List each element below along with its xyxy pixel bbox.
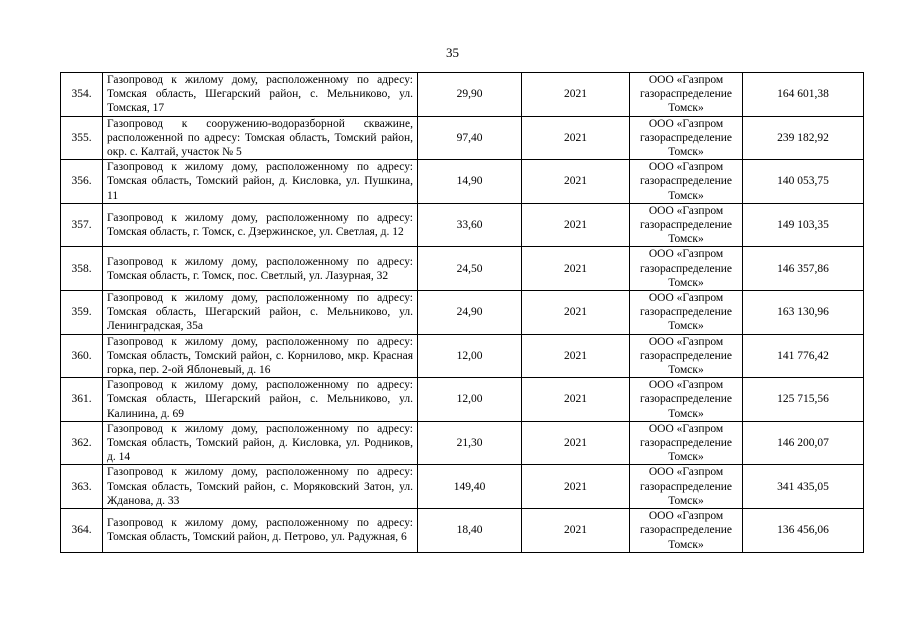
cost-cell: 239 182,92 xyxy=(743,116,864,160)
pipeline-description-cell: Газопровод к жилому дому, расположенному по адресу: Томская область, Томский район, д. Петрово, ул. Радужная, 6 xyxy=(103,509,418,553)
commissioning-year-cell: 2021 xyxy=(522,116,630,160)
commissioning-year-cell: 2021 xyxy=(522,73,630,117)
table-row xyxy=(61,73,864,117)
owner-organization-cell: ООО «Газпром газораспределение Томск» xyxy=(630,509,743,553)
pipeline-length-cell: 14,90 xyxy=(418,160,522,204)
pipeline-description-cell: Газопровод к жилому дому, расположенному по адресу: Томская область, г. Томск, пос. Светлый, ул. Лазурная, 32 xyxy=(103,247,418,291)
pipeline-description-cell: Газопровод к жилому дому, расположенному по адресу: Томская область, г. Томск, с. Дзержинское, ул. Светлая, д. 12 xyxy=(103,203,418,247)
table-row xyxy=(61,465,864,509)
pipeline-description-cell: Газопровод к жилому дому, расположенному по адресу: Томская область, Шегарский район, с. Мельниково, ул. Калинина, д. 69 xyxy=(103,378,418,422)
pipeline-length-cell: 24,90 xyxy=(418,291,522,335)
pipeline-description-cell: Газопровод к жилому дому, расположенному по адресу: Томская область, Шегарский район, с. Мельниково, ул. Ленинградская, 35а xyxy=(103,291,418,335)
owner-organization-cell: ООО «Газпром газораспределение Томск» xyxy=(630,465,743,509)
table-row xyxy=(61,247,864,291)
pipeline-description-cell: Газопровод к жилому дому, расположенному по адресу: Томская область, Томский район, д. Кисловка, ул. Пушкина, 11 xyxy=(103,160,418,204)
table-row xyxy=(61,509,864,553)
owner-organization-cell: ООО «Газпром газораспределение Томск» xyxy=(630,247,743,291)
row-number-cell: 362. xyxy=(61,421,103,465)
commissioning-year-cell: 2021 xyxy=(522,247,630,291)
pipeline-description-cell: Газопровод к жилому дому, расположенному по адресу: Томская область, Томский район, с. Моряковский Затон, ул. Жданова, д. 33 xyxy=(103,465,418,509)
table-row xyxy=(61,116,864,160)
cost-cell: 341 435,05 xyxy=(743,465,864,509)
cost-cell: 146 200,07 xyxy=(743,421,864,465)
commissioning-year-cell: 2021 xyxy=(522,378,630,422)
pipeline-length-cell: 21,30 xyxy=(418,421,522,465)
commissioning-year-cell: 2021 xyxy=(522,291,630,335)
row-number-cell: 360. xyxy=(61,334,103,378)
row-number-cell: 358. xyxy=(61,247,103,291)
row-number-cell: 363. xyxy=(61,465,103,509)
pipeline-length-cell: 12,00 xyxy=(418,378,522,422)
pipeline-length-cell: 12,00 xyxy=(418,334,522,378)
pipeline-description-cell: Газопровод к жилому дому, расположенному по адресу: Томская область, Шегарский район, с. Мельниково, ул. Томская, 17 xyxy=(103,73,418,117)
cost-cell: 164 601,38 xyxy=(743,73,864,117)
table-row xyxy=(61,334,864,378)
commissioning-year-cell: 2021 xyxy=(522,465,630,509)
pipeline-length-cell: 29,90 xyxy=(418,73,522,117)
cost-cell: 125 715,56 xyxy=(743,378,864,422)
row-number-cell: 354. xyxy=(61,73,103,117)
gas-pipeline-registry-table xyxy=(60,72,864,553)
cost-cell: 141 776,42 xyxy=(743,334,864,378)
commissioning-year-cell: 2021 xyxy=(522,203,630,247)
registry-table-body xyxy=(61,73,864,553)
row-number-cell: 364. xyxy=(61,509,103,553)
cost-cell: 140 053,75 xyxy=(743,160,864,204)
row-number-cell: 361. xyxy=(61,378,103,422)
page-number: 35 xyxy=(446,45,459,60)
pipeline-length-cell: 149,40 xyxy=(418,465,522,509)
owner-organization-cell: ООО «Газпром газораспределение Томск» xyxy=(630,160,743,204)
owner-organization-cell: ООО «Газпром газораспределение Томск» xyxy=(630,291,743,335)
row-number-cell: 355. xyxy=(61,116,103,160)
owner-organization-cell: ООО «Газпром газораспределение Томск» xyxy=(630,378,743,422)
pipeline-description-cell: Газопровод к жилому дому, расположенному по адресу: Томская область, Томский район, д. Кисловка, ул. Родников, д. 14 xyxy=(103,421,418,465)
owner-organization-cell: ООО «Газпром газораспределение Томск» xyxy=(630,73,743,117)
row-number-cell: 359. xyxy=(61,291,103,335)
commissioning-year-cell: 2021 xyxy=(522,334,630,378)
row-number-cell: 357. xyxy=(61,203,103,247)
table-row xyxy=(61,203,864,247)
row-number-cell: 356. xyxy=(61,160,103,204)
table-row xyxy=(61,291,864,335)
pipeline-description-cell: Газопровод к сооружению-водоразборной скважине, расположенной по адресу: Томская область, Томский район, окр. с. Калтай, участок № 5 xyxy=(103,116,418,160)
commissioning-year-cell: 2021 xyxy=(522,160,630,204)
pipeline-length-cell: 97,40 xyxy=(418,116,522,160)
pipeline-length-cell: 18,40 xyxy=(418,509,522,553)
cost-cell: 163 130,96 xyxy=(743,291,864,335)
table-row xyxy=(61,378,864,422)
pipeline-description-cell: Газопровод к жилому дому, расположенному по адресу: Томская область, Томский район, с. Корнилово, мкр. Красная горка, пер. 2-ой Яблоневый, д. 16 xyxy=(103,334,418,378)
owner-organization-cell: ООО «Газпром газораспределение Томск» xyxy=(630,421,743,465)
commissioning-year-cell: 2021 xyxy=(522,509,630,553)
pipeline-length-cell: 24,50 xyxy=(418,247,522,291)
table-row xyxy=(61,421,864,465)
owner-organization-cell: ООО «Газпром газораспределение Томск» xyxy=(630,334,743,378)
owner-organization-cell: ООО «Газпром газораспределение Томск» xyxy=(630,116,743,160)
owner-organization-cell: ООО «Газпром газораспределение Томск» xyxy=(630,203,743,247)
pipeline-length-cell: 33,60 xyxy=(418,203,522,247)
commissioning-year-cell: 2021 xyxy=(522,421,630,465)
cost-cell: 136 456,06 xyxy=(743,509,864,553)
cost-cell: 146 357,86 xyxy=(743,247,864,291)
table-row xyxy=(61,160,864,204)
cost-cell: 149 103,35 xyxy=(743,203,864,247)
